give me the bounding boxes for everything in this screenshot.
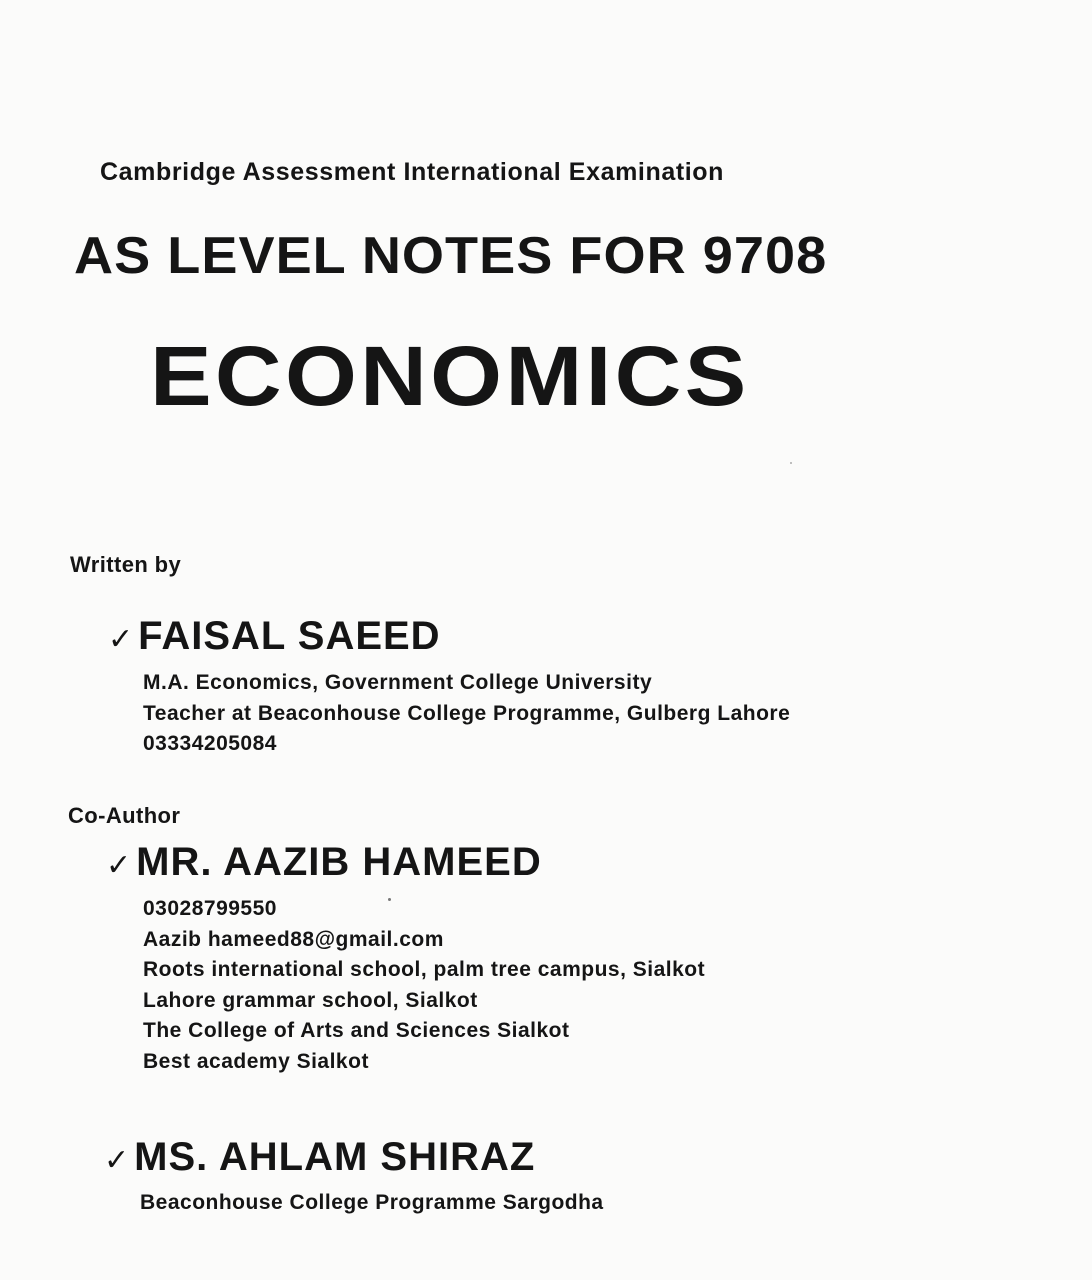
check-icon: ✓ [106,848,133,883]
author-position: Teacher at Beaconhouse College Programme, Gulberg Lahore [143,701,791,725]
author-affiliation: The College of Arts and Sciences Sialkot [143,1019,570,1042]
check-icon: ✓ [104,1143,131,1178]
author-name-text: FAISAL SAEED [138,614,441,658]
notes-title: AS LEVEL NOTES FOR 9708 [74,227,828,285]
author-qualification: M.A. Economics, Government College University [143,671,653,694]
paper-speck [790,462,792,464]
author-email: Aazib hameed88@gmail.com [143,927,444,951]
paper-speck [388,898,391,901]
author-name-text: MS. AHLAM SHIRAZ [134,1135,536,1179]
author-name-text: MR. AAZIB HAMEED [136,840,542,884]
author-affiliation: Best academy Sialkot [143,1049,369,1073]
exam-board-heading: Cambridge Assessment International Examination [100,158,725,186]
co-author-label: Co-Author [68,803,181,828]
author-affiliation: Beaconhouse College Programme Sargodha [140,1191,604,1214]
author-phone: 03028799550 [143,897,277,920]
author-name-faisal-saeed [108,614,441,659]
author-affiliation: Roots international school, palm tree campus, Sialkot [143,958,706,981]
author-affiliation: Lahore grammar school, Sialkot [143,988,478,1012]
author-details-aazib-hameed [143,894,705,1077]
author-name-ahlam-shiraz [104,1135,535,1180]
written-by-label: Written by [70,552,182,577]
author-details-ahlam-shiraz [140,1188,604,1219]
author-name-aazib-hameed [106,840,542,885]
subject-title: ECONOMICS [150,329,750,423]
author-phone: 03334205084 [143,732,277,755]
author-details-faisal-saeed [143,668,790,760]
check-icon: ✓ [108,622,135,657]
